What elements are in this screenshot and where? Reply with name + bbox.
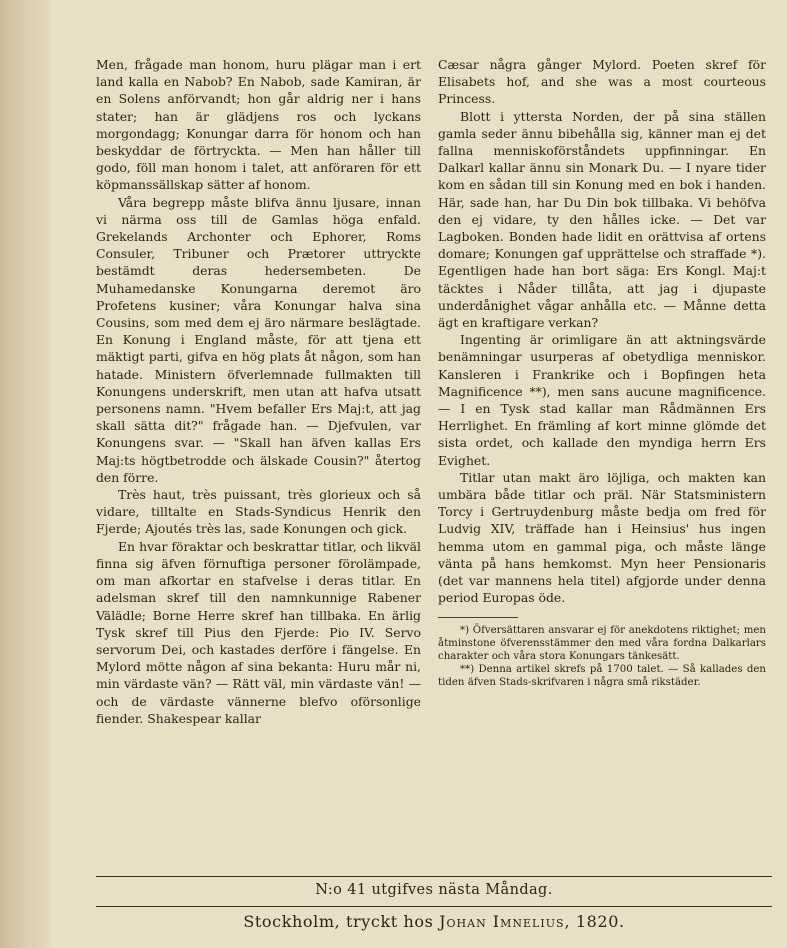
printer-name: Johan Imnelius [439,912,565,931]
paragraph-caesar: Cæsar några gånger Mylord. Poeten skref för Elisabets hof, and she was a most courteous Princess. [438,57,766,107]
paragraph-tres-haut: Très haut, très puissant, très glorieux och så vidare, tilltalte en Stads-Syndicus Henrik den Fjerde; Ajoutés très las, sade Konungen och gick. [96,487,421,537]
paragraph-norden: Blott i yttersta Norden, der på sina ställen gamla seder ännu bibehålla sig, känner man ej det fallna menniskoförståndets uppfinningar. En Dalkarl kallar ännu sin Monark Du. — I nyare tider kom en sådan till sin Konung med en bok i handen. Här, sade han, har Du Din bok tillbaka. Vi behöfva den ej vidare, ty den hålles icke. — Det var Lagboken. Bonden hade lidit en orättvisa af ortens domare; Konungen gaf upprättelse och straffade *). Egentligen hade han bort säga: Ers Kongl. Maj:t täcktes i Nåder tillåta, att jag i djupaste underdånighet vågar anhålla etc. — Månne detta ägt en kraftigare verkan? [438,108,766,331]
column-bottom-rule [96,876,772,877]
paragraph-begrepp: Våra begrepp måste blifva ännu ljusare, innan vi närma oss till de Gamlas höga enfald. Grekelands Archonter och Ephorer, Roms Consuler, Tribuner och Prætorer uttryckte bestämdt deras hedersembeten. De Muhamedanske Konungarna deremot äro Profetens kusiner; våra Konungar halva sina Cousins, som med dem ej äro närmare beslägtade. En Konung i England måste, för att tjena ett mäktigt parti, gifva en hög plats åt någon, som han hatade. Ministern öfverlemnade fullmakten till Konungens underskrift, men utan att hafva utsatt personens namn. "Hvem befaller Ers Maj:t, att jag skall sätta dit?" frågade han. — Djefvulen, var Konungens svar. — "Skall han äfven kallas Ers Maj:ts högtbetrodde och älskade Cousin?" återtog den förre. [96,194,421,485]
footnote-2: **) Denna artikel skrefs på 1700 talet. — Så kallades den tiden äfven Stads-skrifvaren i några små rikstäder. [438,663,766,688]
book-binding-shadow [0,0,50,948]
paragraph-ingenting: Ingenting är orimligare än att aktningsvärde benämningar usurperas af obetydliga menniskor. Kansleren i Frankrike och i Bopfingen heta Magnificence **), men sans aucune magnificence. — I en Tysk stad kallar man Rådmännen Ers Herrlighet. En främling af kort minne glömde det sista ordet, och kallade den myndiga herrn Ers Evighet. [438,332,766,468]
footnote-1: *) Öfversättaren ansvarar ej för anekdotens riktighet; men åtminstone öfverensstämmer den med våra fordna Dalkarlars charakter och våra stora Konungars tänkesätt. [438,624,766,662]
next-issue-notice: N:o 41 utgifves nästa Måndag. [315,882,553,898]
imprint-prefix: Stockholm, tryckt hos [243,912,434,931]
right-column [438,56,766,874]
paragraph-titlar: En hvar föraktar och beskrattar titlar, och likväl finna sig äfven förnuftiga personer förolämpade, om man afkortar en stafvelse i deras titlar. En adelsman skref till den namnkunnige Rabener Välädle; Borne Herre skref han tillbaka. En ärlig Tysk skref till Pius den Fjerde: Pio IV. Servo servorum Dei, och kastades derföre i fängelse. En Mylord mötte någon af sina bekanta: Huru mår ni, min värdaste vän? — Rätt väl, min värdaste vän! — och de värdaste vännerne blefvo oförsonlige fiender. Shakespear kallar [96,538,421,726]
imprint-year: , 1820. [564,912,625,931]
imprint-rule [96,906,772,907]
paragraph-nabob: Men, frågade man honom, huru plägar man i ert land kalla en Nabob? En Nabob, sade Kamiran, är en Solens anförvandt; hon går aldrig ner i hans stater; han är glädjens ros och lyckans morgondagg; Konungar darra för honom och han beskyddar de förtryckta. — Men han håller till godo, föll man honom i talet, att anföraren för ett köpmanssällskap sätter af honom. [96,57,421,193]
imprint-line [96,912,772,931]
text-columns [96,56,772,874]
paragraph-titlar-utan-makt: Titlar utan makt äro löjliga, och makten kan umbära både titlar och präl. När Statsministern Torcy i Gertruydenburg måste bedja om fred för Ludvig XIV, träffade han i Heinsius' hus ingen hemma utom en gammal piga, och måste länge vänta på hans hemkomst. Myn heer Pensionaris (det var mannens hela titel) afgjorde under denna period Europas öde. [438,469,766,606]
newspaper-page [96,56,772,936]
footnote-rule [438,617,518,618]
left-column [96,56,421,874]
